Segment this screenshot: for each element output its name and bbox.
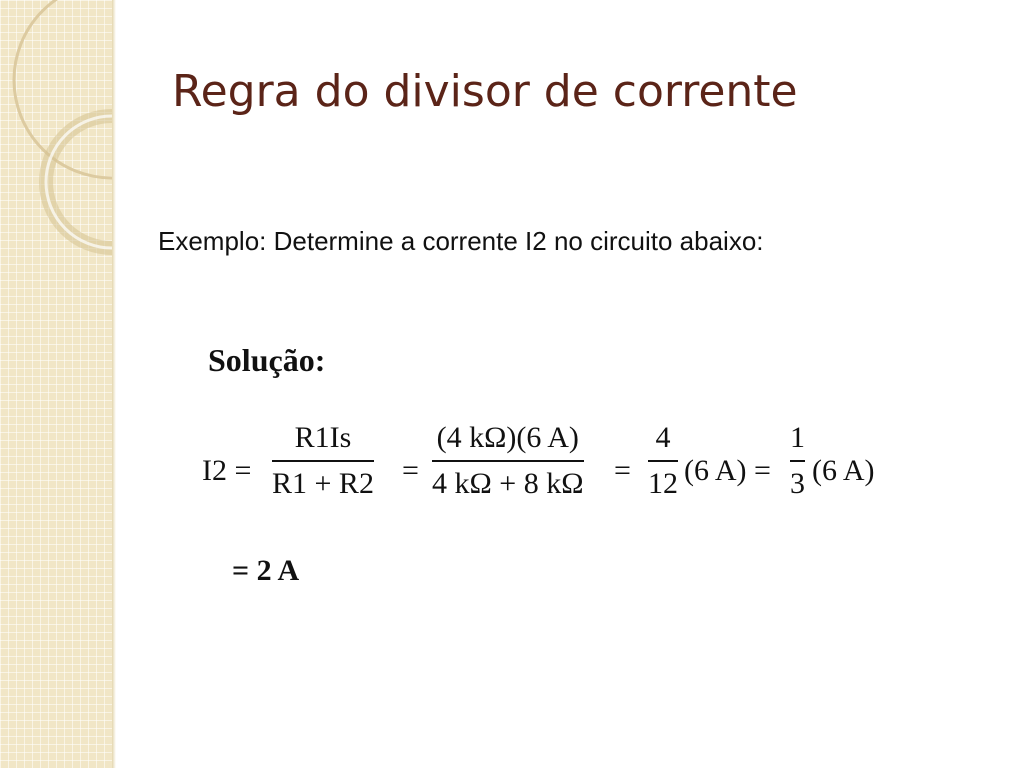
fraction-bar	[648, 460, 678, 462]
term-6a: (6 A)	[812, 454, 875, 487]
fraction-values-denominator: 4 kΩ + 8 kΩ	[432, 467, 584, 500]
fraction-values-numerator: (4 kΩ)(6 A)	[436, 421, 579, 454]
solution-heading: Solução:	[208, 342, 326, 378]
fraction-bar	[432, 460, 584, 462]
decorative-side-panel	[0, 0, 112, 768]
equation-row	[200, 418, 900, 528]
equals-sign: =	[402, 454, 419, 487]
fraction-4-12	[648, 418, 678, 504]
side-panel-edge	[112, 0, 116, 768]
fraction-1-3-denominator: 3	[790, 467, 805, 500]
fraction-general	[272, 418, 374, 504]
fraction-1-3-numerator: 1	[790, 421, 805, 454]
example-text: Exemplo: Determine a corrente I2 no circuito abaixo:	[158, 226, 764, 256]
fraction-general-numerator: R1Is	[294, 421, 352, 454]
equals-sign: =	[614, 454, 631, 487]
fraction-bar	[790, 460, 805, 462]
fraction-4-12-denominator: 12	[648, 467, 678, 500]
term-6a-equals: (6 A) =	[684, 454, 771, 487]
fraction-4-12-numerator: 4	[655, 421, 671, 454]
fraction-1-3	[790, 418, 805, 504]
fraction-values	[432, 418, 584, 504]
solution-block	[200, 340, 900, 600]
fraction-general-denominator: R1 + R2	[272, 467, 374, 500]
fraction-bar	[272, 460, 374, 462]
slide-title: Regra do divisor de corrente	[172, 66, 798, 117]
decorative-rings	[0, 0, 112, 260]
equation-lhs: I2 =	[202, 454, 252, 487]
result-value: = 2 A	[232, 554, 300, 587]
